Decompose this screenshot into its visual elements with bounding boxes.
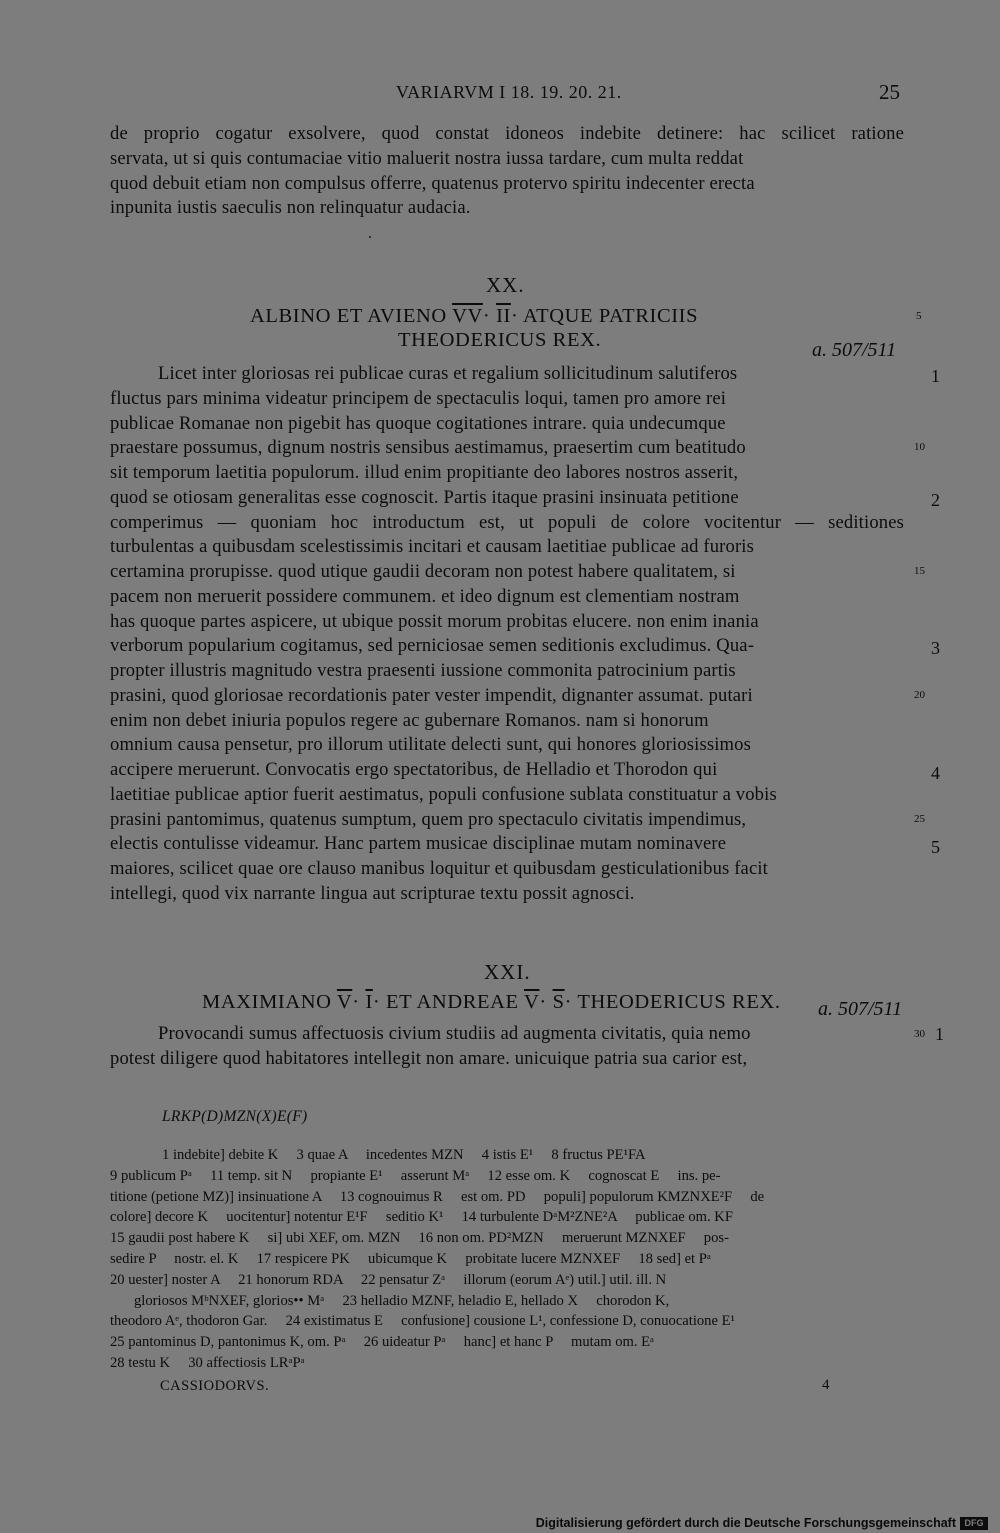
top-paragraph [110,122,904,221]
letter-xxi-heading [202,991,781,1014]
printer-signature: CASSIODORVS. [160,1378,270,1394]
heading-text: ALBINO ET AVIENO [250,305,453,327]
text-line: omnium causa pensetur, pro illorum utilitate delecti sunt, qui honores gloriosissimos [110,734,752,756]
manuscript-sigla: LRKP(D)MZN(X)E(F) [162,1108,308,1125]
margin-section-number: 1 [931,366,940,386]
margin-line-number: 30 [914,1028,925,1040]
margin-line-number: 15 [914,565,925,577]
heading-abbr: $\overline{V}$ [524,991,540,1013]
text-line: prasini pantomimus, quatenus sumptum, quem pro spectaculo civitatis impendimus, [110,808,747,830]
text-line: sit temporum laetitia populorum. illud enim propitiante deo labores nostros asserit, [110,462,739,483]
apparatus-line: sedire P nostr. el. K 17 respicere PK ubicumque K probitate lucere MZNXEF 18 sed] et Pᵃ [110,1250,711,1267]
text-line: electis contulisse videamur. Hanc partem musicae disciplinae mutam nominavere [110,833,727,855]
apparatus-line: 15 gaudii post habere K si] ubi XEF, om. MZN 16 non om. PD²MZN meruerunt MZNXEF pos- [110,1230,729,1247]
heading-text: · [482,305,497,327]
text-line: praestare possumus, dignum nostris sensibus aestimamus, praesertim cum beatitudo [110,437,746,459]
text-line: has quoque partes aspicere, ut ubique possit morum probitas elucere. non enim inania [110,610,759,632]
text-line: comperimus — quoniam hoc introductum est, ut populi de colore vocitentur — seditiones [110,511,904,533]
apparatus-line: 25 pantominus D, pantonimus K, om. Pᵃ 26 uideatur Pᵃ hanc] et hanc P mutam om. Eᵃ [110,1334,655,1351]
text-line: publicae Romanae non pigebit has quoque cogitationes intrare. quia undecumque [110,412,726,434]
text-line: quod se otiosam generalitas esse cognoscit. Partis itaque prasini insinuata petitione [110,486,739,508]
letter-xxi-body [110,1022,904,1072]
apparatus-line: 28 testu K 30 affectiosis LRᵃPᵃ [110,1354,305,1371]
apparatus-line: 20 uester] noster A 21 honorum RDA 22 pensatur Zᵃ illorum (eorum Aᵉ) util.] util. ill. N [110,1271,667,1288]
heading-text: · ATQUE PATRICIIS [510,305,699,327]
footer-credit: Digitalisierung gefördert durch die Deutsche Forschungsgemeinschaft [535,1516,956,1530]
margin-section-number: 3 [931,638,940,658]
heading-text: · ET ANDREAE [372,991,525,1013]
text-line: fluctus pars minima videatur principem de spectaculis loqui, tamen pro amore rei [110,387,727,409]
letter-xx-number: XX. [486,273,525,297]
apparatus-line: titione (petione MZ)] insinuatione A 13 cognouimus R est om. PD populi] populorum KMZNXE²F de [110,1188,765,1205]
critical-apparatus [110,1145,906,1374]
apparatus-line: gloriosos MᵇNXEF, glorios•• Mᵃ 23 helladio MZNF, heladio E, hellado X chorodon K, [134,1292,670,1309]
running-head [110,82,902,106]
text-line: maiores, scilicet quae ore clauso manibus loquitur et quibusdam gesticulationibus facit [110,858,768,879]
heading-text: · THEODERICUS REX. [564,991,781,1013]
heading-abbr: $\overline{VV}$ [452,305,483,327]
margin-section-number: 4 [931,763,940,783]
heading-abbr: $\overline{I}$ [365,991,373,1013]
margin-line-number: 25 [914,813,925,825]
letter-xx-body [110,362,904,907]
letter-xx-date: a. 507/511 [812,339,897,361]
apparatus-line: colore] decore K uocitentur] notentur E¹F seditio K¹ 14 turbulente DᵃM²ZNE²A publicae om. KF [110,1209,733,1226]
heading-text: · [352,991,366,1013]
apparatus-line: 9 publicum Pᵃ 11 temp. sit N propiante E¹ asserunt Mᵃ 12 esse om. K cognoscat E ins. pe- [110,1167,721,1184]
text-line: laetitiae publicae aptior fuerit aestimatus, populi confusione sublata constituatur a vobis [110,783,777,805]
dfg-logo: DFG [960,1517,988,1530]
text-line: de proprio cogatur exsolvere, quod constat idoneos indebite detinere: hac scilicet ratione [110,123,904,144]
letter-xx-heading-line1 [250,305,698,328]
letter-xxi-number: XXI. [484,960,531,984]
signature-number: 4 [822,1377,830,1393]
text-line: certamina prorupisse. quod utique gaudii decoram non potest habere qualitatem, si [110,561,736,582]
text-line: verborum popularium cogitamus, sed perniciosae semen seditionis excludimus. Qua- [110,635,755,657]
text-line: inpunita iustis saeculis non relinquatur audacia. [110,197,471,219]
text-line: turbulentas a quibusdam scelestissimis incitari et causam laetitiae publicae ad furoris [110,536,755,558]
running-head-title: VARIARVM I 18. 19. 20. 21. [396,82,622,102]
digitization-footer [0,1514,1000,1533]
heading-text: MAXIMIANO [202,991,337,1013]
heading-abbr: $\overline{V}$ [336,991,353,1013]
margin-line-number: 20 [914,689,925,701]
text-line: intellegi, quod vix narrante lingua aut scripturae textu possit agnosci. [110,882,635,904]
heading-abbr: $\overline{II}$ [496,305,511,327]
ink-speck [369,236,371,238]
margin-line-number: 10 [914,441,925,453]
text-line: pacem non meruerit possidere communem. et ideo dignum est clementiam nostram [110,585,740,607]
page-number: 25 [879,80,900,104]
text-line: Provocandi sumus affectuosis civium studiis ad augmenta civitatis, quia nemo [158,1023,751,1044]
text-line: potest diligere quod habitatores intellegit non amare. unicuique patria sua carior est, [110,1047,748,1069]
apparatus-line: theodoro Aᵉ, thodoron Gar. 24 existimatus E confusione] cousione L¹, confessione D, conuocatione E¹ [110,1313,735,1330]
margin-section-number: 5 [931,837,940,857]
text-line: propter illustris magnitudo vestra praesenti iussione commonita patrocinium partis [110,660,736,681]
heading-text: · [539,991,553,1013]
margin-section-number: 2 [931,490,940,510]
letter-xxi-date: a. 507/511 [818,998,903,1020]
text-line: prasini, quod gloriosae recordationis pater vester impendit, dignanter assumat. putari [110,684,753,706]
letter-xx-heading-line2: THEODERICUS REX. [398,329,602,351]
margin-section-number: 1 [935,1024,944,1044]
margin-line-number: 5 [916,310,922,322]
text-line: accipere meruerunt. Convocatis ergo spectatoribus, de Helladio et Thorodon qui [110,759,718,780]
text-line: servata, ut si quis contumaciae vitio maluerit nostra iussa tardare, cum multa reddat [110,147,744,169]
apparatus-line: 1 indebite] debite K 3 quae A incedentes MZN 4 istis E¹ 8 fructus PE¹FA [162,1147,646,1163]
text-line: quod debuit etiam non compulsus offerre, quatenus protervo spiritu indecenter erecta [110,172,755,194]
text-line: Licet inter gloriosas rei publicae curas et regalium sollicitudinum salutiferos [158,363,738,384]
heading-abbr: $\overline{S}$ [552,991,565,1013]
text-line: enim non debet iniuria populos regere ac gubernare Romanos. nam si honorum [110,709,709,731]
